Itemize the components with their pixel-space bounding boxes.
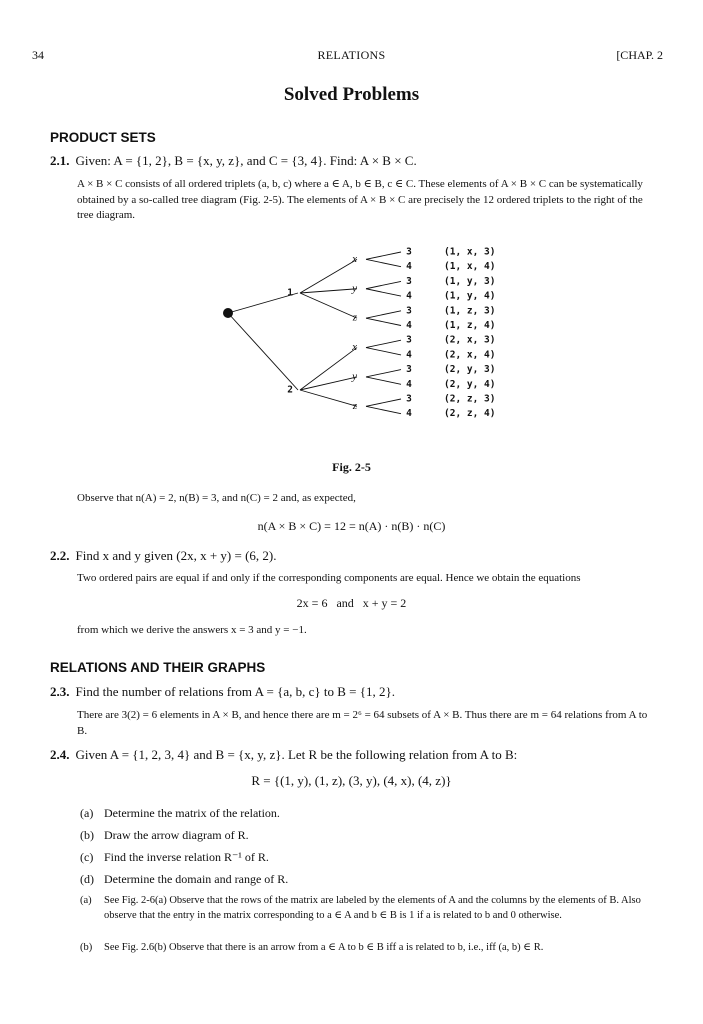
problem-2-3-solution: There are 3(2) = 6 elements in A × B, and hence there are m = 2⁶ = 64 subsets of A × B. Thus there are m = 64 relations from A to B. [77,709,648,737]
tree-node-level3: 3 [406,364,412,376]
answer-label: (a) [80,895,92,906]
running-title: RELATIONS [317,48,386,62]
part-c [80,850,269,865]
tree-node-level3: 4 [406,349,412,361]
tree-edge [366,348,401,355]
problem-number: 2.1. [50,153,70,168]
section-heading-relations: RELATIONS AND THEIR GRAPHS [50,660,266,675]
tree-edge [366,399,401,406]
relation-R-definition: R = {(1, y), (1, z), (3, y), (4, x), (4, z)} [251,773,452,788]
cardinality-equation: n(A × B × C) = 12 = n(A) · n(B) · n(C) [257,519,446,533]
tree-node-level1: 2 [287,384,293,396]
tree-triplet: (2, z, 3) [444,393,496,405]
chapter-label: [CHAP. 2 [616,48,663,62]
part-text: Find the inverse relation R⁻¹ of R. [104,850,269,864]
tree-edge [366,281,401,288]
tree-edge [300,259,357,293]
problem-2-1-solution: A × B × C consists of all ordered triplets (a, b, c) where a ∈ A, b ∈ B, c ∈ C. These elements of A × B × C can be systematically obtained by a so-called tree diagram (Fig. 2-5). The elements of A × B × C are precisely the 12 ordered triplets to the right of the tree diagram. [77,178,643,221]
tree-edge [300,293,357,318]
part-label: (b) [80,828,94,842]
tree-triplet: (1, y, 4) [444,290,496,302]
problem-2-1 [50,153,417,169]
answer-b [80,940,660,955]
problem-2-3 [50,684,395,700]
part-label: (d) [80,872,94,886]
tree-triplet: (1, x, 3) [444,246,496,258]
tree-node-level2: x [352,252,357,265]
part-text: Determine the matrix of the relation. [104,806,280,820]
answer-a [80,893,660,923]
tree-edge [366,259,401,266]
tree-node-level3: 3 [406,393,412,405]
observation-text: Observe that n(A) = 2, n(B) = 3, and n(C) = 2 and, as expected, [77,492,356,504]
problem-statement: Given A = {1, 2, 3, 4} and B = {x, y, z}. Let R be the following relation from A to B: [75,747,518,762]
tree-node-level2: y [352,370,357,383]
tree-node-level2: z [352,399,357,412]
problem-2-2-solution: Two ordered pairs are equal if and only if the corresponding components are equal. Hence we obtain the equations [77,572,581,584]
tree-edge [366,340,401,347]
part-text: Determine the domain and range of R. [104,872,289,886]
tree-edge [366,318,401,325]
tree-edge [366,289,401,296]
tree-triplet: (1, y, 3) [444,275,496,287]
tree-edge [300,390,357,406]
tree-triplet: (1, z, 4) [444,320,496,331]
problem-number: 2.4. [50,747,70,762]
page-title: Solved Problems [283,84,420,105]
problem-number: 2.2. [50,548,70,563]
page-number: 34 [32,48,44,62]
tree-node-level3: 4 [406,261,412,273]
tree-root-node [223,308,233,318]
problem-2-2-equation: 2x = 6 and x + y = 2 [296,596,407,610]
answer-label: (b) [80,942,93,953]
part-label: (a) [80,806,94,820]
tree-edges [228,252,401,414]
part-label: (c) [80,850,94,864]
tree-triplet: (2, z, 4) [444,408,496,420]
problem-2-4 [50,747,517,763]
tree-node-level3: 3 [406,275,412,287]
tree-edge [366,370,401,377]
part-a [80,806,280,821]
tree-node-level3: 4 [406,378,412,390]
tree-edge [300,289,357,293]
part-d [80,872,288,887]
tree-node-level2: x [352,341,357,354]
problem-2-2-answer: from which we derive the answers x = 3 and y = −1. [77,624,307,636]
tree-triplet: (1, x, 4) [444,261,496,273]
tree-node-level3: 4 [406,320,412,331]
tree-node-level3: 3 [406,246,412,258]
tree-node-level3: 4 [406,290,412,302]
tree-triplet: (2, y, 3) [444,364,496,376]
tree-edge [228,313,298,390]
tree-node-level3: 3 [406,334,412,346]
tree-edge [366,311,401,318]
answer-text: See Fig. 2-6(a) Observe that the rows of the matrix are labeled by the elements of A and the columns by the elements of B. Also observe that the entry in the matrix corresponding to a ∈ A and b ∈ B is 1 if a is related to b and 0 otherwise. [104,895,641,921]
tree-node-level2: z [352,311,357,324]
part-b [80,828,249,843]
tree-diagram [210,238,510,448]
tree-node-level2: y [352,282,357,295]
tree-edge [366,406,401,413]
problem-statement: Find x and y given (2x, x + y) = (6, 2). [75,548,277,563]
tree-labels [287,247,495,420]
problem-statement: Find the number of relations from A = {a, b, c} to B = {1, 2}. [75,684,395,699]
tree-node-level3: 4 [406,408,412,420]
problem-number: 2.3. [50,684,70,699]
figure-caption: Fig. 2-5 [332,460,371,474]
problem-statement: Given: A = {1, 2}, B = {x, y, z}, and C = {3, 4}. Find: A × B × C. [75,153,417,168]
tree-edge [366,377,401,384]
part-text: Draw the arrow diagram of R. [104,828,249,842]
problem-2-2 [50,548,276,564]
tree-triplet: (2, x, 4) [444,349,496,361]
tree-triplet: (2, x, 3) [444,334,496,346]
tree-edge [366,252,401,259]
answer-text: See Fig. 2.6(b) Observe that there is an arrow from a ∈ A to b ∈ B iff a is related to b, i.e., iff (a, b) ∈ R. [104,942,544,953]
section-heading-product-sets: PRODUCT SETS [50,130,156,145]
tree-triplet: (1, z, 3) [444,305,496,317]
tree-node-level3: 3 [406,305,412,317]
tree-triplet: (2, y, 4) [444,378,496,390]
tree-node-level1: 1 [287,287,293,299]
